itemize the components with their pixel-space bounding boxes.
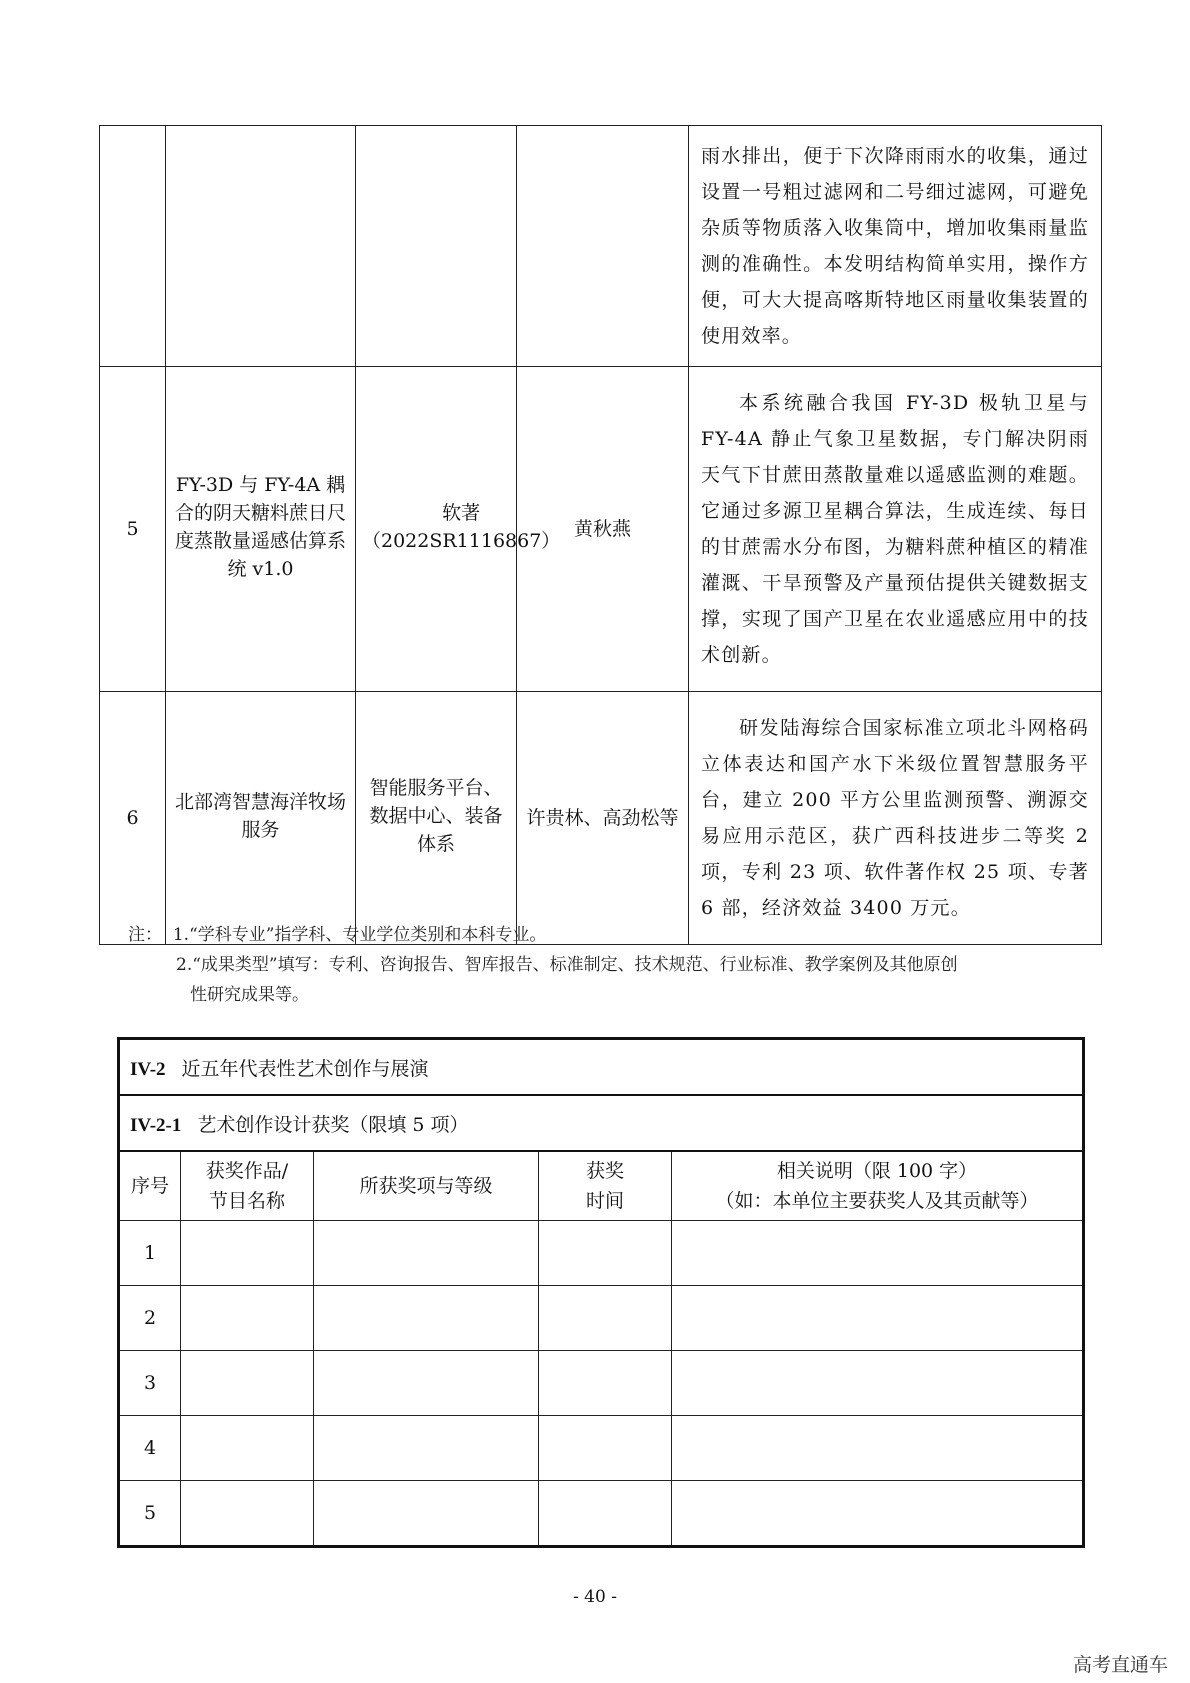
table-row — [100, 692, 1102, 945]
row-index: 5 — [100, 367, 166, 692]
achievement-person: 黄秋燕 — [517, 367, 689, 692]
note-2-cont: 性研究成果等。 — [190, 985, 309, 1005]
achievements-table — [99, 125, 1102, 945]
table-row — [119, 1221, 1084, 1286]
header-desc-line1: 相关说明（限 100 字） — [776, 1160, 978, 1182]
table-row — [100, 367, 1102, 692]
description-text: 雨水排出，便于下次降雨雨水的收集，通过设置一号粗过滤网和二号细过滤网，可避免杂质等物质落入收集筒中，增加收集雨量监测的准确性。本发明结构简单实用，操作方便，可大大提高喀斯特地区雨量收集装置的使用效率。 — [701, 145, 1089, 347]
table-row — [119, 1351, 1084, 1416]
achievement-type-text: 软著（2022SR1116867） — [362, 502, 561, 552]
header-description — [672, 1151, 1084, 1221]
row-index: 5 — [119, 1481, 181, 1547]
achievement-name-text: FY-3D 与 FY-4A 耦合的阴天糖料蔗日尺度蒸散量遥感估算系统 v1.0 — [174, 474, 346, 580]
award-cell[interactable] — [314, 1286, 539, 1351]
row-index: 2 — [119, 1286, 181, 1351]
description-cell[interactable] — [672, 1416, 1084, 1481]
subsection-code: IV-2-1 — [130, 1114, 182, 1136]
table-row — [100, 126, 1102, 367]
subsection-title: 艺术创作设计获奖（限填 5 项） — [197, 1113, 469, 1136]
time-cell[interactable] — [539, 1416, 672, 1481]
table-header-row — [119, 1151, 1084, 1221]
header-work-line2: 节目名称 — [208, 1190, 285, 1212]
achievement-description — [689, 126, 1102, 367]
achievement-name-text: 北部湾智慧海洋牧场服务 — [174, 791, 346, 841]
section-heading — [119, 1039, 1084, 1096]
work-cell[interactable] — [181, 1351, 314, 1416]
header-time — [539, 1151, 672, 1221]
description-text: 研发陆海综合国家标准立项北斗网格码立体表达和国产水下米级位置智慧服务平台，建立 200 平方公里监测预警、溯源交易应用示范区，获广西科技进步二等奖 2 项，专利 23 项、软件著作权 25 项、专著 6 部，经济效益 3400 万元。 — [701, 717, 1089, 919]
table-notes — [128, 920, 958, 1010]
work-cell[interactable] — [181, 1481, 314, 1547]
table-row — [119, 1286, 1084, 1351]
subsection-heading — [119, 1095, 1084, 1151]
description-cell[interactable] — [672, 1286, 1084, 1351]
award-cell[interactable] — [314, 1416, 539, 1481]
achievement-type — [356, 126, 517, 367]
achievement-type-text: 智能服务平台、数据中心、装备体系 — [369, 777, 503, 855]
achievement-name — [166, 367, 356, 692]
row-index: 6 — [100, 692, 166, 945]
header-desc-line2: （如：本单位主要获奖人及其贡献等） — [715, 1190, 1039, 1212]
header-award: 所获奖项与等级 — [314, 1151, 539, 1221]
time-cell[interactable] — [539, 1351, 672, 1416]
achievement-name — [166, 126, 356, 367]
watermark-text: 高考直通车 — [1072, 1654, 1168, 1676]
achievement-person-text: 许贵林、高劲松等 — [526, 807, 679, 829]
time-cell[interactable] — [539, 1286, 672, 1351]
note-1-text: 1.“学科专业”指学科、专业学位类别和本科专业。 — [172, 925, 547, 945]
table-row — [119, 1416, 1084, 1481]
achievement-name — [166, 692, 356, 945]
time-cell[interactable] — [539, 1221, 672, 1286]
work-cell[interactable] — [181, 1286, 314, 1351]
award-cell[interactable] — [314, 1481, 539, 1547]
note-prefix: 注： — [128, 925, 162, 945]
note-2: 2.“成果类型”填写：专利、咨询报告、智库报告、标准制定、技术规范、行业标准、教学案例及其他原创 — [176, 955, 958, 975]
award-cell[interactable] — [314, 1221, 539, 1286]
description-cell[interactable] — [672, 1481, 1084, 1547]
page-number: - 40 - — [573, 1587, 617, 1607]
achievement-type — [356, 692, 517, 945]
achievement-type — [356, 367, 561, 692]
achievement-description — [689, 367, 1102, 692]
header-work — [181, 1151, 314, 1221]
achievement-person — [517, 126, 689, 367]
description-cell[interactable] — [672, 1221, 1084, 1286]
row-index — [100, 126, 166, 367]
art-awards-table — [117, 1037, 1085, 1548]
work-cell[interactable] — [181, 1416, 314, 1481]
header-time-line2: 时间 — [585, 1190, 624, 1212]
achievement-description — [689, 692, 1102, 945]
description-text: 本系统融合我国 FY-3D 极轨卫星与 FY-4A 静止气象卫星数据，专门解决阴雨天气下甘蔗田蒸散量难以遥感监测的难题。它通过多源卫星耦合算法，生成连续、每日的甘蔗需水分布图，为糖料蔗种植区的精准灌溉、干旱预警及产量预估提供关键数据支撑，实现了国产卫星在农业遥感应用中的技术创新。 — [701, 392, 1089, 666]
row-index: 4 — [119, 1416, 181, 1481]
header-work-line1: 获奖作品/ — [205, 1160, 289, 1182]
section-code: IV-2 — [130, 1058, 166, 1080]
row-index: 3 — [119, 1351, 181, 1416]
header-index: 序号 — [119, 1151, 181, 1221]
row-index: 1 — [119, 1221, 181, 1286]
note-1 — [128, 920, 958, 950]
achievement-person — [517, 692, 689, 945]
description-cell[interactable] — [672, 1351, 1084, 1416]
header-time-line1: 获奖 — [585, 1160, 624, 1182]
table-row — [119, 1481, 1084, 1547]
section-title: 近五年代表性艺术创作与展演 — [181, 1057, 429, 1080]
award-cell[interactable] — [314, 1351, 539, 1416]
work-cell[interactable] — [181, 1221, 314, 1286]
time-cell[interactable] — [539, 1481, 672, 1547]
